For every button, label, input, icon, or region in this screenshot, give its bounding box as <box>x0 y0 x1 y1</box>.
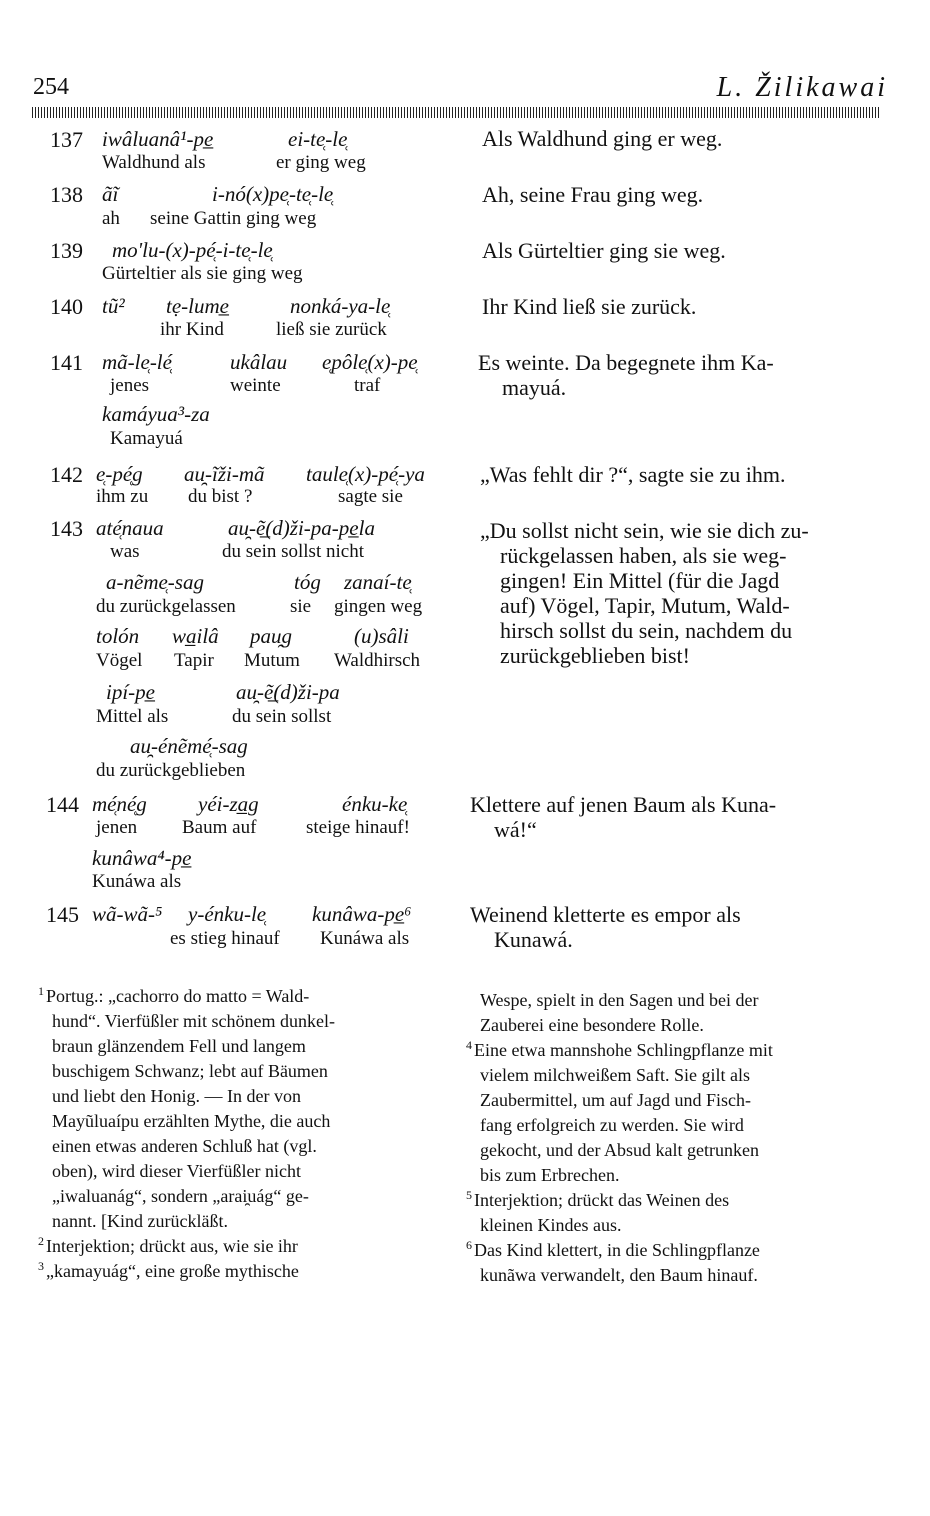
footnote-marker: 6 <box>466 1238 472 1252</box>
footnote-text: kunãwa verwandelt, den Baum hinauf. <box>480 1265 758 1285</box>
source-word: (u)sâli <box>354 624 409 648</box>
entry-number: 137 <box>50 127 83 152</box>
source-word: kunâwa⁴-pe̲ <box>92 846 192 870</box>
entry-number: 141 <box>50 350 83 375</box>
footnote-marker: 1 <box>38 984 44 998</box>
gloss-word: du zurückgelassen <box>96 596 236 617</box>
gloss-word: jenes <box>110 375 150 396</box>
gloss-word: Waldhirsch <box>334 650 421 671</box>
footnote-line <box>52 1036 306 1057</box>
footnote-line <box>466 1040 773 1061</box>
gloss-word: weinte <box>230 375 281 396</box>
entry-number: 139 <box>50 238 83 263</box>
gloss-word: Gürteltier als sie ging weg <box>102 263 303 284</box>
gloss-word: sagte sie <box>338 486 403 507</box>
source-word: énku-ke̜ <box>342 792 408 816</box>
footnote-text: bis zum Erbrechen. <box>480 1165 620 1185</box>
source-word: mo'lu-(x)-pé̜-i-te̜-le̜ <box>112 238 273 262</box>
footnote-line <box>480 1165 619 1186</box>
translation-line: Ah, seine Frau ging weg. <box>482 182 704 207</box>
footnote-line <box>52 1011 335 1032</box>
footnote-text: buschigem Schwanz; lebt auf Bäumen <box>52 1061 328 1081</box>
translation-line: auf) Vögel, Tapir, Mutum, Wald- <box>500 593 790 618</box>
footnote-line <box>466 1190 729 1211</box>
entry-number: 138 <box>50 182 83 207</box>
translation-line: wá!“ <box>494 817 537 842</box>
gloss-word: ihr Kind <box>160 319 224 340</box>
footnote-line <box>480 1065 750 1086</box>
source-word: wã-wã-⁵ <box>92 902 163 926</box>
footnote-line <box>38 1261 299 1282</box>
gloss-word: du bist ? <box>188 486 253 507</box>
entry-number: 145 <box>46 902 79 927</box>
footnote-text: und liebt den Honig. — In der von <box>52 1086 301 1106</box>
gloss-word: Kunáwa als <box>92 871 182 892</box>
footnote-text: kleinen Kindes aus. <box>480 1215 622 1235</box>
footnote-line <box>52 1161 301 1182</box>
source-word: au̯-ĩži-mã <box>184 462 265 486</box>
footnote-text: Wespe, spielt in den Sagen und bei der <box>480 990 759 1010</box>
gloss-word: Vögel <box>96 650 143 671</box>
footnote-text: einen etwas anderen Schluß hat (vgl. <box>52 1136 317 1156</box>
gloss-word: seine Gattin ging weg <box>150 208 317 229</box>
source-word: iwâluanâ¹-pe̲ <box>102 127 214 151</box>
translation-line: „Du sollst nicht sein, wie sie dich zu- <box>480 518 809 543</box>
translation-line: Klettere auf jenen Baum als Kuna- <box>470 792 777 817</box>
source-word: ei-te̜-le̜ <box>288 127 348 151</box>
footnote-marker: 5 <box>466 1188 472 1202</box>
translation-line: Es weinte. Da begegnete ihm Ka- <box>478 350 774 375</box>
running-title: L. Žilikawai <box>716 72 888 103</box>
source-word: yéi-za̲g <box>198 792 259 816</box>
footnote-text: „kamayuág“, eine große mythische <box>46 1261 299 1281</box>
source-word: tũ² <box>102 294 125 318</box>
source-word: tóg <box>294 570 321 594</box>
gloss-word: du sein sollst <box>232 706 332 727</box>
source-word: ukâlau <box>230 350 288 374</box>
footnote-marker: 3 <box>38 1259 44 1273</box>
source-word: até̜naua <box>96 516 164 540</box>
translation-line: „Was fehlt dir ?“, sagte sie zu ihm. <box>480 462 786 487</box>
gloss-word: du zurückgeblieben <box>96 760 246 781</box>
source-word: ãĩ <box>102 182 119 206</box>
footnote-line <box>466 1240 760 1261</box>
translation-line: Kunawá. <box>494 927 573 952</box>
translation-line: hirsch sollst du sein, nachdem du <box>500 618 793 643</box>
source-word: au̯-ẽ̲(d)ži-pa-pe̲la <box>228 516 375 540</box>
translation-line: Als Gürteltier ging sie weg. <box>482 238 726 263</box>
translation-line: zurückgeblieben bist! <box>500 643 690 668</box>
footnote-text: nannt. [Kind zurückläßt. <box>52 1211 228 1231</box>
translation-line: Weinend kletterte es empor als <box>470 902 741 927</box>
gloss-word: sie <box>290 596 312 617</box>
source-word: kunâwa-pe̲⁶ <box>312 902 412 926</box>
footnote-line <box>480 990 758 1011</box>
translation-line: rückgelassen haben, als sie weg- <box>500 543 787 568</box>
source-word: taule̜(x)-pé̜-ya <box>306 462 425 486</box>
source-word: a-nẽme̜-sag <box>106 570 204 594</box>
footnote-line <box>480 1090 751 1111</box>
gloss-word: Mittel als <box>96 706 169 727</box>
gloss-word: Mutum <box>244 650 300 671</box>
entry-number: 140 <box>50 294 83 319</box>
footnote-text: Zaubermittel, um auf Jagd und Fisch- <box>480 1090 751 1110</box>
gloss-word: es stieg hinauf <box>170 928 280 949</box>
source-word: y-énku-le̜ <box>188 902 267 926</box>
source-word: mé̜né̜g <box>92 792 147 816</box>
translation-line: Ihr Kind ließ sie zurück. <box>482 294 697 319</box>
gloss-word: er ging weg <box>276 152 366 173</box>
footnote-text: Portug.: „cachorro do matto = Wald- <box>46 986 310 1006</box>
source-word: e̜pôle̜(x)-pe̜ <box>322 350 418 374</box>
footnote-text: vielem milchweißem Saft. Sie gilt als <box>480 1065 750 1085</box>
gloss-word: du sein sollst nicht <box>222 541 364 562</box>
gloss-word: ah <box>102 208 120 229</box>
gloss-word: ihm zu <box>96 486 149 507</box>
footnote-text: gekocht, und der Absud kalt getrunken <box>480 1140 759 1160</box>
footnote-marker: 2 <box>38 1234 44 1248</box>
footnote-line <box>480 1215 621 1236</box>
gloss-word: was <box>110 541 140 562</box>
source-word: au̯-ẽ̲(d)ži-pa <box>236 680 340 704</box>
footnote-line <box>52 1136 317 1157</box>
footnote-text: Mayũluaípu erzählten Mythe, die auch <box>52 1111 331 1131</box>
gloss-word: steige hinauf! <box>306 817 410 838</box>
footnote-line <box>52 1111 330 1132</box>
source-word: zanaí-te̜ <box>344 570 412 594</box>
gloss-word: Waldhund als <box>102 152 206 173</box>
footnote-line <box>38 1236 298 1257</box>
source-word: pau̯g <box>250 624 292 648</box>
entry-number: 142 <box>50 462 83 487</box>
source-word: tolón <box>96 624 140 648</box>
gloss-word: gingen weg <box>334 596 423 617</box>
footnote-text: Das Kind klettert, in die Schlingpflanze <box>474 1240 760 1260</box>
page-number: 254 <box>33 74 69 100</box>
footnote-line <box>52 1211 228 1232</box>
gloss-word: Kamayuá <box>110 428 183 449</box>
footnote-text: Interjektion; drückt aus, wie sie ihr <box>46 1236 298 1256</box>
footnote-text: oben), wird dieser Vierfüßler nicht <box>52 1161 302 1181</box>
footnote-line <box>480 1140 759 1161</box>
footnote-text: braun glänzendem Fell und langem <box>52 1036 306 1056</box>
header-rule <box>32 107 879 118</box>
gloss-word: Kunáwa als <box>320 928 410 949</box>
source-word: ipí-pe̲ <box>106 680 155 704</box>
gloss-word: Tapir <box>174 650 214 671</box>
footnote-line <box>38 986 309 1007</box>
footnote-text: fang erfolgreich zu werden. Sie wird <box>480 1115 744 1135</box>
source-word: e̜-pé̜g <box>96 462 143 486</box>
source-word: wa̲ilâ <box>172 624 219 648</box>
footnote-marker: 4 <box>466 1038 472 1052</box>
footnote-text: Eine etwa mannshohe Schlingpflanze mit <box>474 1040 773 1060</box>
source-word: nonká-ya-le̜ <box>290 294 391 318</box>
entry-number: 144 <box>46 792 79 817</box>
footnote-line <box>52 1086 301 1107</box>
gloss-word: Baum auf <box>182 817 257 838</box>
source-word: i-nó(x)pe̜-te̜-le̜ <box>212 182 334 206</box>
footnote-line <box>52 1186 309 1207</box>
gloss-word: ließ sie zurück <box>276 319 387 340</box>
gloss-word: traf <box>354 375 381 396</box>
footnote-line <box>480 1015 704 1036</box>
footnote-text: Zauberei eine besondere Rolle. <box>480 1015 704 1035</box>
translation-line: Als Waldhund ging er weg. <box>482 126 723 151</box>
source-word: kamáyua³-za <box>102 402 210 426</box>
footnote-line <box>480 1115 744 1136</box>
translation-line: gingen! Ein Mittel (für die Jagd <box>500 568 780 593</box>
source-word: au̯-énẽmé̜-sag <box>130 734 248 758</box>
footnote-line <box>480 1265 758 1286</box>
translation-line: mayuá. <box>502 375 567 400</box>
source-word: tẹ-lume̲ <box>166 294 229 318</box>
footnote-text: „iwaluanág“, sondern „arai̯uág“ ge- <box>52 1186 309 1206</box>
footnote-line <box>52 1061 328 1082</box>
footnote-text: hund“. Vierfüßler mit schönem dunkel- <box>52 1011 336 1031</box>
footnote-text: Interjektion; drückt das Weinen des <box>474 1190 730 1210</box>
source-word: mã-le̜-lé̜ <box>102 350 172 374</box>
gloss-word: jenen <box>96 817 138 838</box>
entry-number: 143 <box>50 516 83 541</box>
